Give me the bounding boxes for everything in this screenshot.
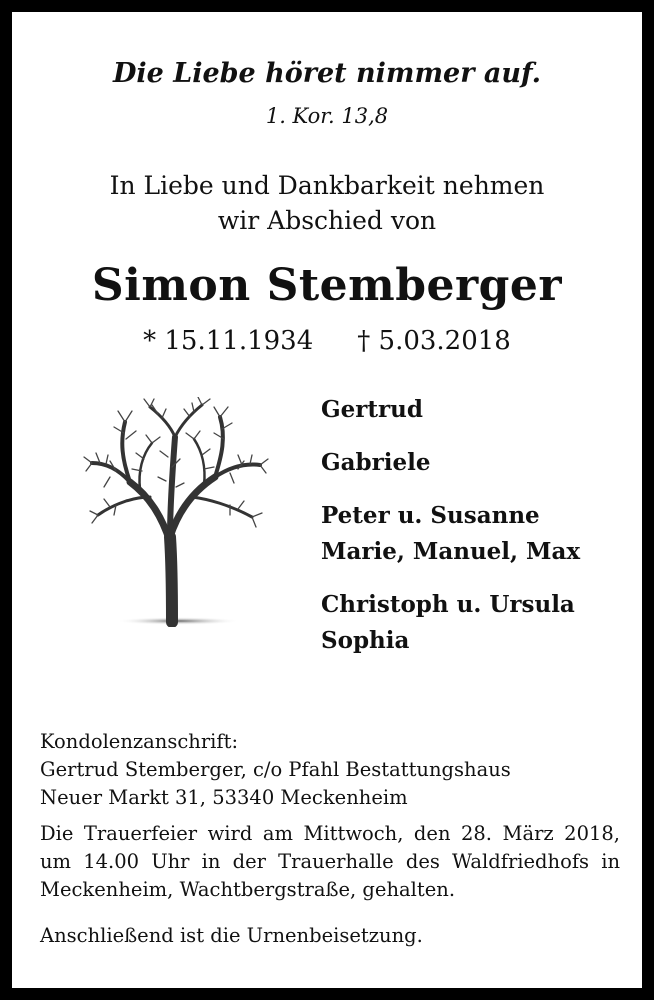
family-name: Peter u. Susanne — [321, 502, 540, 529]
intro-line: In Liebe und Dankbarkeit nehmen — [109, 171, 545, 200]
deceased-name: Simon Stemberger — [91, 260, 563, 311]
ceremony-line: Meckenheim, Wachtbergstraße, gehalten. — [40, 878, 456, 901]
life-dates — [12, 326, 642, 356]
family-group — [321, 445, 580, 481]
family-name: Gabriele — [321, 449, 431, 476]
ceremony-notice — [40, 820, 620, 904]
ceremony-line: um 14.00 Uhr in der Trauerhalle des Waldfriedhofs in — [40, 850, 620, 873]
obituary-card — [12, 12, 642, 988]
intro-line: wir Abschied von — [217, 206, 437, 235]
death-date: † 5.03.2018 — [357, 326, 511, 356]
family-name: Gertrud — [321, 396, 423, 423]
family-name: Sophia — [321, 627, 410, 654]
family-name: Marie, Manuel, Max — [321, 538, 581, 565]
address-line: Gertrud Stemberger, c/o Pfahl Bestattungshaus — [40, 758, 511, 781]
family-list — [321, 392, 580, 676]
bible-verse: 1. Kor. 13,8 — [265, 104, 389, 128]
family-name: Christoph u. Ursula — [321, 591, 575, 618]
family-group — [321, 587, 580, 659]
address-line: Neuer Markt 31, 53340 Meckenheim — [40, 786, 408, 809]
tree-icon — [80, 397, 270, 627]
motto: Die Liebe höret nimmer auf. — [112, 58, 542, 89]
condolence-address — [40, 728, 620, 812]
intro-text — [12, 168, 642, 238]
birth-date: * 15.11.1934 — [143, 326, 314, 356]
address-line: Kondolenzanschrift: — [40, 730, 239, 753]
family-group — [321, 498, 580, 570]
closing-note: Anschließend ist die Urnenbeisetzung. — [40, 924, 423, 947]
family-group — [321, 392, 580, 428]
ceremony-line: Die Trauerfeier wird am Mittwoch, den 28. März 2018, — [40, 822, 620, 845]
